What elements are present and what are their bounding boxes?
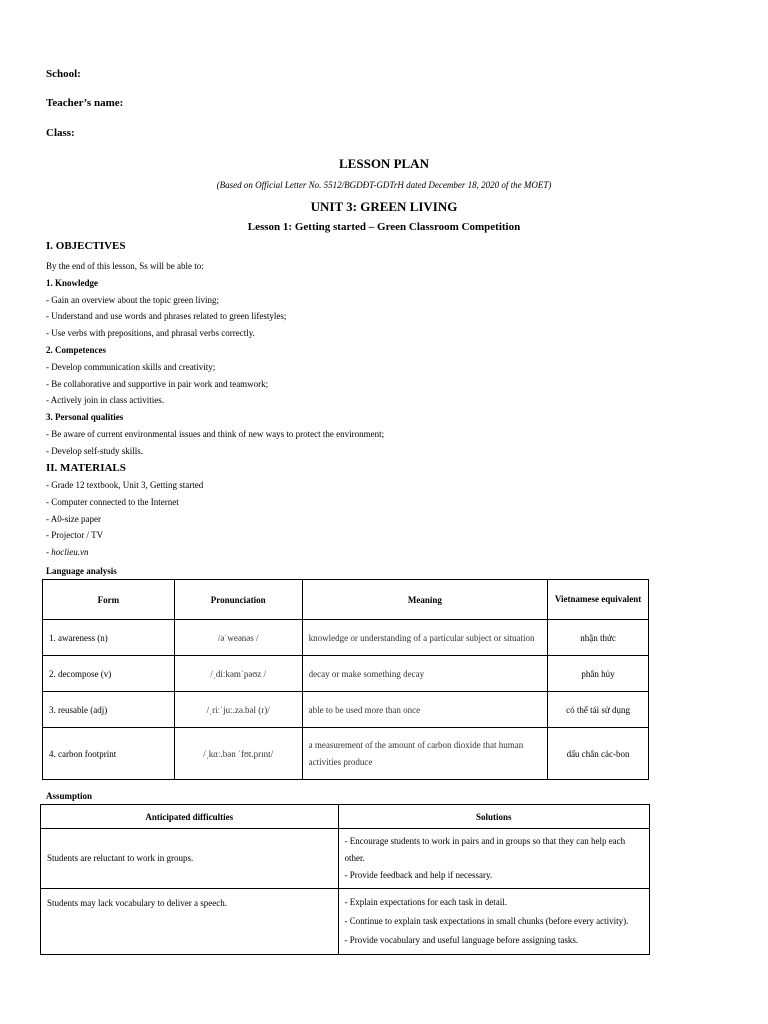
table-row xyxy=(43,656,649,692)
list-item: - Be collaborative and supportive in pair work and teamwork; xyxy=(46,378,269,389)
list-item: - A0-size paper xyxy=(46,513,101,524)
solutions-cell xyxy=(338,889,650,955)
difficulty-cell: Students are reluctant to work in groups. xyxy=(41,829,339,889)
list-item xyxy=(46,544,726,561)
knowledge-number: 1 xyxy=(46,277,51,288)
document-subtitle: (Based on Official Letter No. 5512/BGDĐT-GDTrH dated December 18, 2020 of the MOET) xyxy=(216,180,552,190)
vietnamese-cell: dấu chân các-bon xyxy=(548,728,649,780)
form-cell: 3. reusable (adj) xyxy=(43,692,175,728)
meaning-cell: able to be used more than once xyxy=(302,692,548,728)
difficulty-cell: Students may lack vocabulary to deliver a speech. xyxy=(41,889,339,955)
list-item: - Computer connected to the Internet xyxy=(46,496,179,507)
form-cell: 2. decompose (v) xyxy=(43,656,175,692)
pronunciation-cell: /əˈweənəs / xyxy=(174,620,302,656)
table-row xyxy=(43,728,649,780)
table-header-row xyxy=(43,580,649,620)
list-item: - Develop self-study skills. xyxy=(46,445,143,456)
document-title: LESSON PLAN xyxy=(339,156,429,171)
language-analysis-table xyxy=(42,579,649,780)
meaning-cell: knowledge or understanding of a particular subject or situation xyxy=(302,620,548,656)
solution-item: - Explain expectations for each task in detail. xyxy=(344,897,507,907)
column-header: Form xyxy=(43,580,175,620)
column-header: Vietnamese equivalent xyxy=(548,580,649,620)
qualities-title: . Personal qualities xyxy=(50,412,124,423)
class-label: Class: xyxy=(46,127,75,139)
school-label: School: xyxy=(46,68,81,80)
form-cell: 1. awareness (n) xyxy=(43,620,175,656)
column-header: Pronunciation xyxy=(174,580,302,620)
vietnamese-cell: nhận thức xyxy=(548,620,649,656)
solution-item: - Encourage students to work in pairs and in groups so that they can help each other. xyxy=(344,836,626,863)
pronunciation-cell: /ˌriːˈjuː.zə.bəl (r)/ xyxy=(174,692,302,728)
table-row xyxy=(41,829,650,889)
hoclieu-link[interactable]: hoclieu.vn xyxy=(51,547,89,558)
list-item: - Understand and use words and phrases related to green lifestyles; xyxy=(46,311,287,322)
column-header: Anticipated difficulties xyxy=(41,805,339,829)
qualities-number: 3 xyxy=(46,412,51,423)
table-row xyxy=(43,620,649,656)
language-analysis-label: Language analysis xyxy=(46,566,117,576)
vietnamese-cell: phân hủy xyxy=(548,656,649,692)
qualities-heading xyxy=(46,409,726,426)
teacher-name-label: Teacher’s name: xyxy=(46,97,124,109)
vietnamese-cell: có thể tái sử dụng xyxy=(548,692,649,728)
objectives-intro: By the end of this lesson, Ss will be able to: xyxy=(46,261,204,271)
list-item: - Use verbs with prepositions, and phrasal verbs correctly. xyxy=(46,328,255,339)
list-item: - Develop communication skills and creativity; xyxy=(46,361,216,372)
solution-item: - Provide vocabulary and useful language before assigning tasks. xyxy=(344,935,579,945)
solution-item: - Continue to explain task expectations in small chunks (before every activity). xyxy=(344,916,629,926)
assumption-label: Assumption xyxy=(46,791,93,801)
solution-item: - Provide feedback and help if necessary. xyxy=(344,870,493,880)
pronunciation-cell: /ˌkɑː.bən ˈfʊt.prɪnt/ xyxy=(174,728,302,780)
meaning-cell: a measurement of the amount of carbon dioxide that human activities produce xyxy=(302,728,548,780)
pronunciation-cell: /ˌdiːkəmˈpəʊz / xyxy=(174,656,302,692)
table-row xyxy=(43,692,649,728)
form-cell: 4. carbon footprint xyxy=(43,728,175,780)
lesson-title: Lesson 1: Getting started – Green Classroom Competition xyxy=(247,221,521,233)
objectives-body xyxy=(46,258,726,460)
competences-number: 2 xyxy=(46,344,51,355)
competences-title: . Competences xyxy=(50,344,106,355)
table-header-row xyxy=(41,805,650,829)
objectives-heading: I. OBJECTIVES xyxy=(46,240,126,252)
unit-title: UNIT 3: GREEN LIVING xyxy=(310,199,458,214)
list-item: - Gain an overview about the topic green living; xyxy=(46,294,219,305)
list-item: - Be aware of current environmental issues and think of new ways to protect the environment; xyxy=(46,428,385,439)
list-item: - Actively join in class activities. xyxy=(46,395,164,406)
meaning-cell: decay or make something decay xyxy=(302,656,548,692)
competences-heading xyxy=(46,342,726,359)
assumption-table xyxy=(40,804,650,955)
table-row xyxy=(41,889,650,955)
knowledge-heading xyxy=(46,275,726,292)
solutions-cell xyxy=(338,829,650,889)
materials-heading: II. MATERIALS xyxy=(46,462,126,474)
column-header: Solutions xyxy=(338,805,650,829)
list-item: - Grade 12 textbook, Unit 3, Getting started xyxy=(46,480,204,490)
list-prefix: - xyxy=(46,547,52,558)
materials-body xyxy=(46,477,726,561)
column-header: Meaning xyxy=(302,580,548,620)
list-item: - Projector / TV xyxy=(46,530,104,541)
knowledge-title: . Knowledge xyxy=(50,277,99,288)
